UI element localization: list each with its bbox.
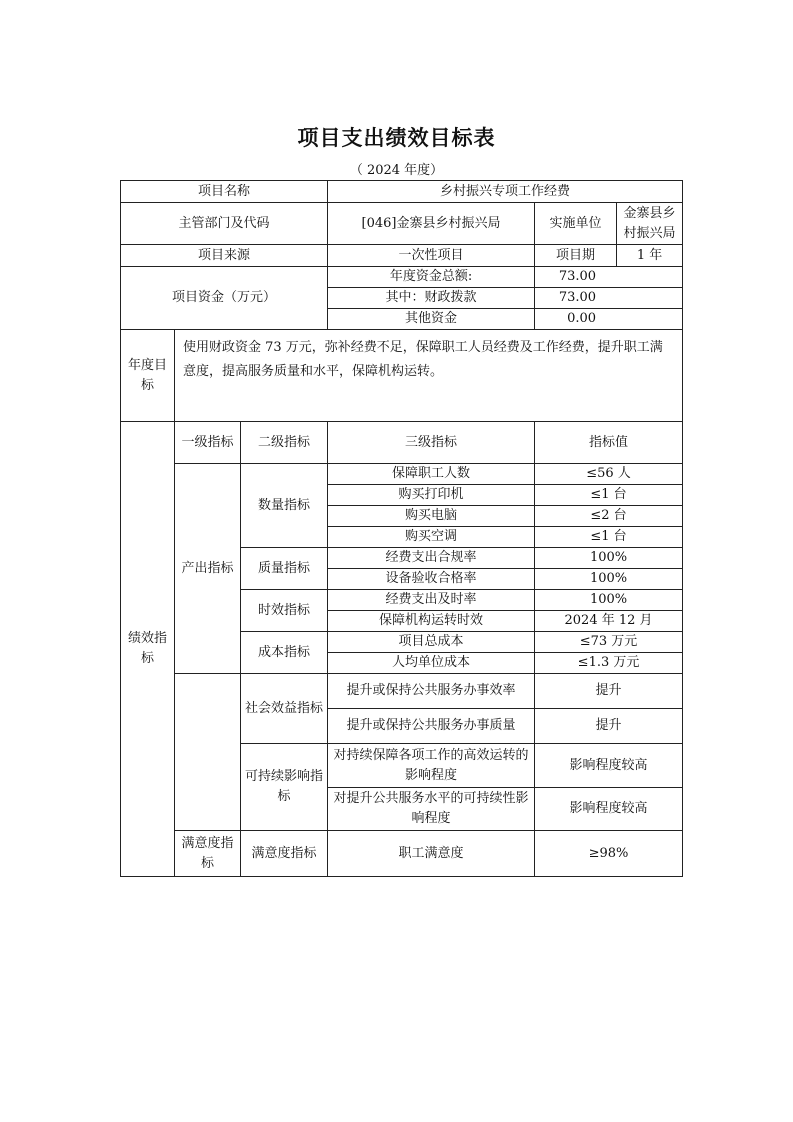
indicator-value: 影响程度较高 bbox=[535, 788, 683, 831]
indicator-name: 对提升公共服务水平的可持续性影响程度 bbox=[328, 788, 535, 831]
indicator-name: 提升或保持公共服务办事质量 bbox=[328, 709, 535, 744]
goal-text: 使用财政资金 73 万元，弥补经费不足，保障职工人员经费及工作经费，提升职工满意度，提高服务质量和水平，保障机构运转。 bbox=[175, 330, 683, 422]
period-label: 项目期 bbox=[535, 245, 617, 267]
indicator-value: 100% bbox=[535, 548, 683, 569]
satisfaction-level1: 满意度指标 bbox=[175, 831, 241, 877]
indicator-value: 2024 年 12 月 bbox=[535, 611, 683, 632]
sustain-label: 可持续影响指标 bbox=[241, 744, 328, 831]
indicator-value: 100% bbox=[535, 590, 683, 611]
indicator-name: 购买空调 bbox=[328, 527, 535, 548]
indicator-name: 保障职工人数 bbox=[328, 464, 535, 485]
indicators-section-label: 绩效指标 bbox=[121, 422, 175, 877]
dept-value: [046]金寨县乡村振兴局 bbox=[328, 203, 535, 245]
satisfaction-level2: 满意度指标 bbox=[241, 831, 328, 877]
period-value: 1 年 bbox=[617, 245, 683, 267]
header-level2: 二级指标 bbox=[241, 422, 328, 464]
indicator-value: ≤1 台 bbox=[535, 485, 683, 506]
indicator-value: ≥98% bbox=[535, 831, 683, 877]
indicator-value: 影响程度较高 bbox=[535, 744, 683, 788]
effect-blank bbox=[175, 674, 241, 831]
indicator-name: 项目总成本 bbox=[328, 632, 535, 653]
header-level3: 三级指标 bbox=[328, 422, 535, 464]
indicator-name: 提升或保持公共服务办事效率 bbox=[328, 674, 535, 709]
quantity-label: 数量指标 bbox=[241, 464, 328, 548]
header-level1: 一级指标 bbox=[175, 422, 241, 464]
project-name-value: 乡村振兴专项工作经费 bbox=[328, 181, 683, 203]
header-value: 指标值 bbox=[535, 422, 683, 464]
funds-other-label: 其他资金 bbox=[328, 309, 535, 330]
indicator-name: 经费支出及时率 bbox=[328, 590, 535, 611]
funds-total-label: 年度资金总额: bbox=[328, 267, 535, 288]
indicator-value: ≤2 台 bbox=[535, 506, 683, 527]
social-label: 社会效益指标 bbox=[241, 674, 328, 744]
table-row bbox=[121, 831, 683, 877]
indicator-value: ≤1 台 bbox=[535, 527, 683, 548]
impl-label: 实施单位 bbox=[535, 203, 617, 245]
project-name-label: 项目名称 bbox=[121, 181, 328, 203]
indicator-value: 提升 bbox=[535, 674, 683, 709]
indicator-value: 提升 bbox=[535, 709, 683, 744]
goal-label: 年度目标 bbox=[121, 330, 175, 422]
indicator-name: 保障机构运转时效 bbox=[328, 611, 535, 632]
indicator-value: 100% bbox=[535, 569, 683, 590]
indicator-value: ≤1.3 万元 bbox=[535, 653, 683, 674]
indicator-name: 购买电脑 bbox=[328, 506, 535, 527]
indicator-name: 设备验收合格率 bbox=[328, 569, 535, 590]
indicator-name: 对持续保障各项工作的高效运转的影响程度 bbox=[328, 744, 535, 788]
impl-value: 金寨县乡村振兴局 bbox=[617, 203, 683, 245]
table-row bbox=[121, 674, 683, 709]
indicator-name: 职工满意度 bbox=[328, 831, 535, 877]
funds-fiscal-label: 其中：财政拨款 bbox=[328, 288, 535, 309]
performance-table bbox=[120, 180, 683, 877]
year-line: （ 2024 年度） bbox=[349, 163, 444, 178]
funds-fiscal-value: 73.00 bbox=[535, 288, 683, 309]
table-row bbox=[121, 245, 683, 267]
indicator-name: 购买打印机 bbox=[328, 485, 535, 506]
indicator-name: 经费支出合规率 bbox=[328, 548, 535, 569]
funds-total-value: 73.00 bbox=[535, 267, 683, 288]
source-value: 一次性项目 bbox=[328, 245, 535, 267]
page-title: 项目支出绩效目标表 bbox=[297, 126, 496, 150]
funds-label: 项目资金（万元） bbox=[121, 267, 328, 330]
table-row bbox=[121, 464, 683, 485]
cost-label: 成本指标 bbox=[241, 632, 328, 674]
source-label: 项目来源 bbox=[121, 245, 328, 267]
dept-label: 主管部门及代码 bbox=[121, 203, 328, 245]
table-row bbox=[121, 181, 683, 203]
timeliness-label: 时效指标 bbox=[241, 590, 328, 632]
indicator-name: 人均单位成本 bbox=[328, 653, 535, 674]
indicator-value: ≤73 万元 bbox=[535, 632, 683, 653]
funds-other-value: 0.00 bbox=[535, 309, 683, 330]
quality-label: 质量指标 bbox=[241, 548, 328, 590]
table-row bbox=[121, 330, 683, 422]
table-row bbox=[121, 267, 683, 288]
output-label: 产出指标 bbox=[175, 464, 241, 674]
table-row bbox=[121, 203, 683, 245]
indicator-value: ≤56 人 bbox=[535, 464, 683, 485]
table-row bbox=[121, 422, 683, 464]
